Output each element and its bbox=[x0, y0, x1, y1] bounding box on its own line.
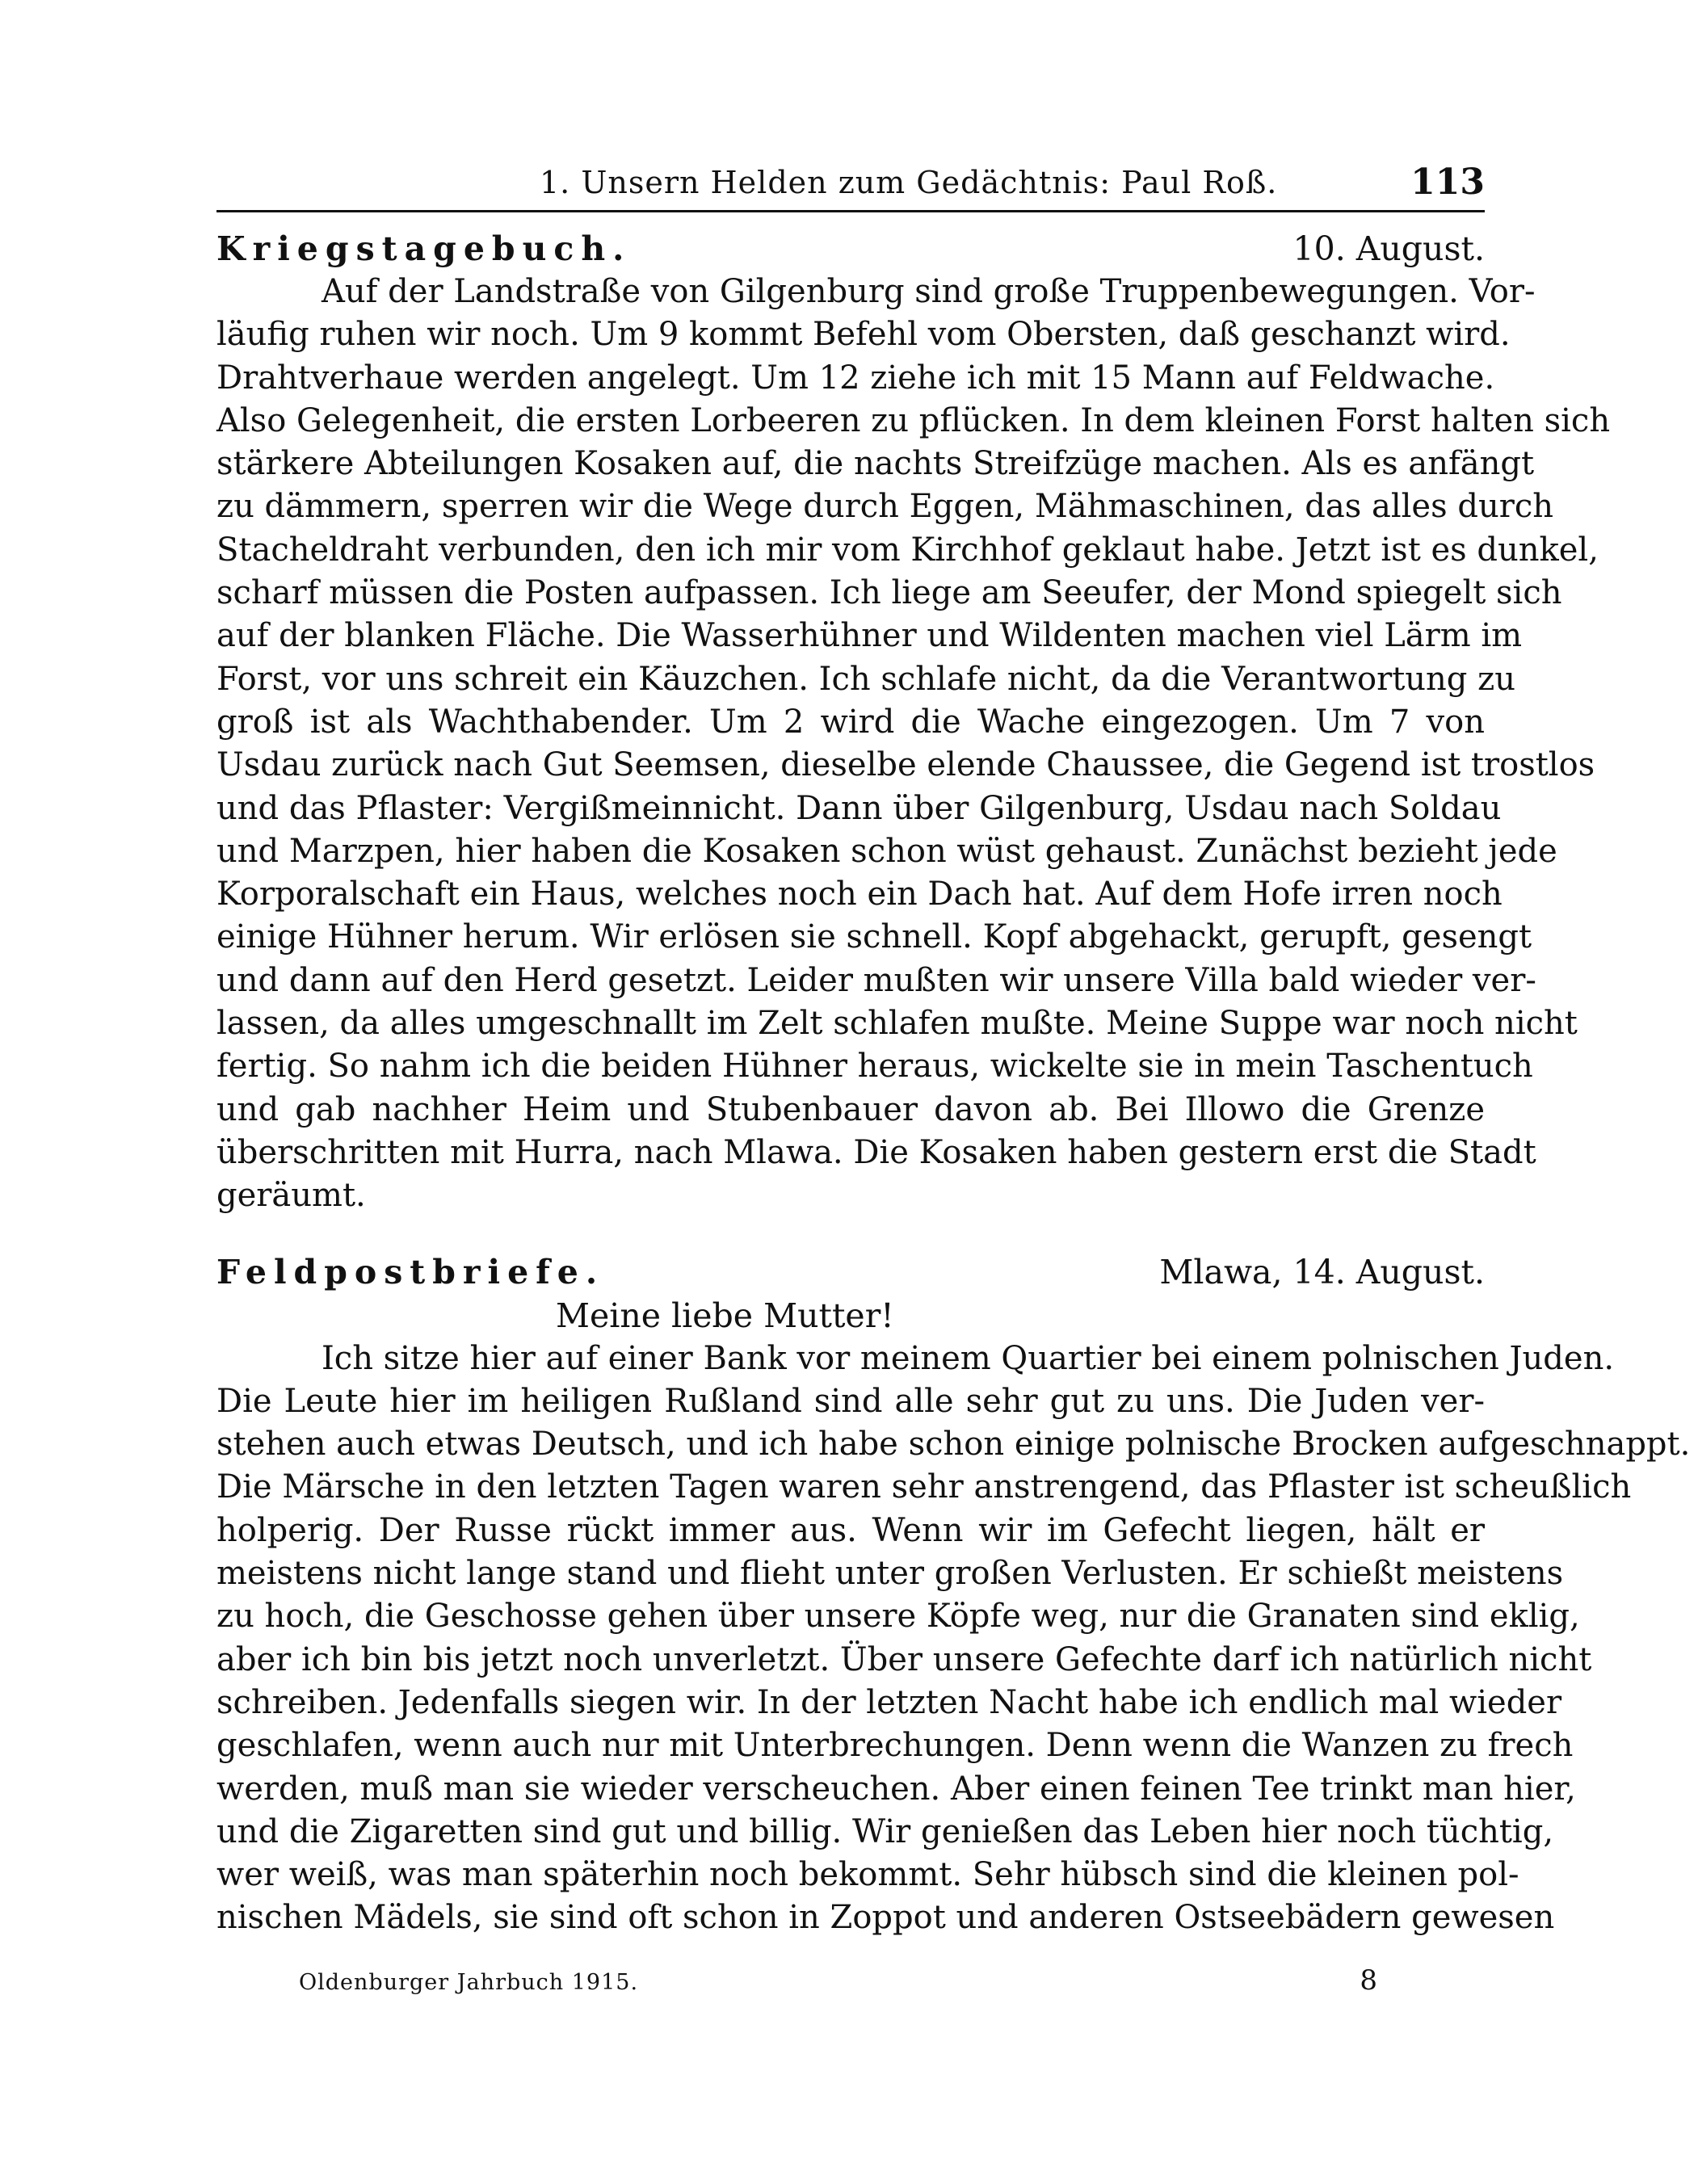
text-line: und dann auf den Herd gesetzt. Leider mußten wir unsere Villa bald wieder ver- bbox=[216, 961, 1536, 999]
page-number: 113 bbox=[1410, 162, 1485, 203]
diary-entry bbox=[216, 271, 1611, 1218]
text-line: Ich sitze hier auf einer Bank vor meinem Quartier bei einem polnischen Juden. bbox=[322, 1339, 1615, 1377]
diary-date: 10. August. bbox=[1292, 229, 1485, 268]
text-line: und gab nachher Heim und Stubenbauer davon ab. Bei Illowo die Grenze bbox=[216, 1090, 1485, 1128]
running-head-title: 1. Unsern Helden zum Gedächtnis: Paul Roß. bbox=[540, 165, 1278, 200]
text-line: lassen, da alles umgeschnallt im Zelt schlafen mußte. Meine Suppe war noch nicht bbox=[216, 1005, 1578, 1043]
text-line: und die Zigaretten sind gut und billig. Wir genießen das Leben hier noch tüchtig, bbox=[216, 1812, 1554, 1850]
text-line: fertig. So nahm ich die beiden Hühner heraus, wickelte sie in mein Taschentuch bbox=[216, 1048, 1533, 1086]
text-line: wer weiß, was man späterhin noch bekommt. Sehr hübsch sind die kleinen pol- bbox=[216, 1856, 1519, 1894]
section-heading-diary bbox=[216, 227, 1485, 271]
page-footer bbox=[299, 1964, 1377, 1997]
text-line: werden, muß man sie wieder verscheuchen. Aber einen feinen Tee trinkt man hier, bbox=[216, 1770, 1576, 1808]
letter-salutation: Meine liebe Mutter! bbox=[556, 1296, 894, 1335]
running-head bbox=[216, 162, 1485, 212]
letter-body bbox=[216, 1338, 1691, 1940]
text-line: stehen auch etwas Deutsch, und ich habe schon einige polnische Brocken aufgeschnappt. bbox=[216, 1426, 1691, 1464]
text-line: Stacheldraht verbunden, den ich mir vom Kirchhof geklaut habe. Jetzt ist es dunkel, bbox=[216, 531, 1599, 569]
text-line: aber ich bin bis jetzt noch unverletzt. Über unsere Gefechte darf ich natürlich nicht bbox=[216, 1640, 1592, 1678]
text-line: Forst, vor uns schreit ein Käuzchen. Ich schlafe nicht, da die Verantwortung zu bbox=[216, 660, 1515, 698]
diary-heading: Kriegstagebuch. bbox=[216, 229, 632, 268]
text-line: und Marzpen, hier haben die Kosaken schon wüst gehaust. Zunächst bezieht jede bbox=[216, 832, 1557, 870]
text-line: einige Hühner herum. Wir erlösen sie schnell. Kopf abgehackt, gerupft, gesengt bbox=[216, 918, 1532, 956]
text-line: auf der blanken Fläche. Die Wasserhühner und Wildenten machen viel Lärm im bbox=[216, 617, 1523, 655]
text-line: Also Gelegenheit, die ersten Lorbeeren zu pflücken. In dem kleinen Forst halten sich bbox=[216, 401, 1611, 439]
text-line: nischen Mädels, sie sind oft schon in Zoppot und anderen Ostseebädern gewesen bbox=[216, 1899, 1555, 1937]
text-line: meistens nicht lange stand und flieht unter großen Verlusten. Er schießt meistens bbox=[216, 1555, 1564, 1593]
text-line: überschritten mit Hurra, nach Mlawa. Die Kosaken haben gestern erst die Stadt bbox=[216, 1133, 1536, 1171]
book-page bbox=[216, 162, 1691, 1940]
text-line: stärkere Abteilungen Kosaken auf, die nachts Streifzüge machen. Als es anfängt bbox=[216, 445, 1535, 483]
sheet-signature: 8 bbox=[1360, 1964, 1377, 1997]
text-line: und das Pflaster: Vergißmeinnicht. Dann über Gilgenburg, Usdau nach Soldau bbox=[216, 789, 1502, 827]
text-line: läufig ruhen wir noch. Um 9 kommt Befehl vom Obersten, daß geschanzt wird. bbox=[216, 316, 1511, 354]
text-line: Usdau zurück nach Gut Seemsen, dieselbe elende Chaussee, die Gegend ist trostlos bbox=[216, 746, 1595, 784]
text-line: scharf müssen die Posten aufpassen. Ich liege am Seeufer, der Mond spiegelt sich bbox=[216, 574, 1562, 612]
text-line: Die Leute hier im heiligen Rußland sind alle sehr gut zu uns. Die Juden ver- bbox=[216, 1382, 1485, 1420]
text-line: zu hoch, die Geschosse gehen über unsere Köpfe weg, nur die Granaten sind eklig, bbox=[216, 1598, 1580, 1636]
section-heading-letters bbox=[216, 1250, 1485, 1294]
text-line: holperig. Der Russe rückt immer aus. Wenn wir im Gefecht liegen, hält er bbox=[216, 1511, 1485, 1549]
text-line: Auf der Landstraße von Gilgenburg sind große Truppenbewegungen. Vor- bbox=[322, 273, 1536, 310]
text-line: Korporalschaft ein Haus, welches noch ein Dach hat. Auf dem Hofe irren noch bbox=[216, 876, 1503, 914]
letter-place-date: Mlawa, 14. August. bbox=[1159, 1252, 1485, 1292]
text-line: zu dämmern, sperren wir die Wege durch Eggen, Mähmaschinen, das alles durch bbox=[216, 488, 1553, 526]
text-line: schreiben. Jedenfalls siegen wir. In der letzten Nacht habe ich endlich mal wieder bbox=[216, 1683, 1562, 1721]
letters-heading: Feldpostbriefe. bbox=[216, 1252, 605, 1292]
text-line: geräumt. bbox=[216, 1177, 366, 1215]
text-line: Die Märsche in den letzten Tagen waren sehr anstrengend, das Pflaster ist scheußlich bbox=[216, 1468, 1632, 1506]
footer-source: Oldenburger Jahrbuch 1915. bbox=[299, 1970, 639, 1995]
text-line: geschlafen, wenn auch nur mit Unterbrechungen. Denn wenn die Wanzen zu frech bbox=[216, 1727, 1574, 1765]
text-line: Drahtverhaue werden angelegt. Um 12 ziehe ich mit 15 Mann auf Feldwache. bbox=[216, 359, 1495, 397]
text-line: groß ist als Wachthabender. Um 2 wird die Wache eingezogen. Um 7 von bbox=[216, 703, 1485, 741]
